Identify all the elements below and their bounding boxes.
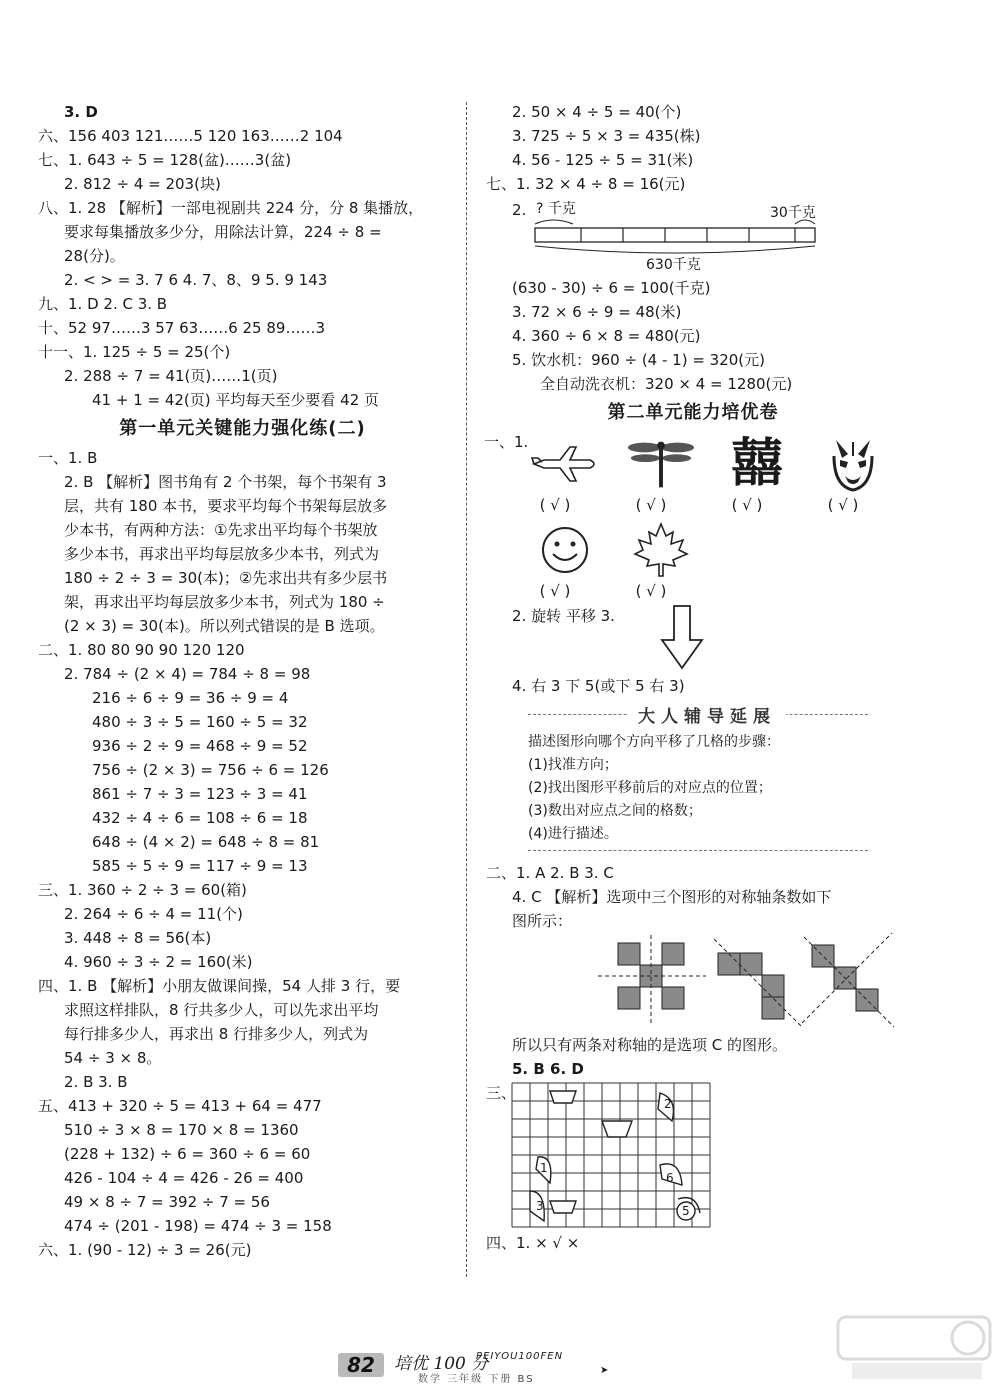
grid-digit: 5 [682, 1204, 690, 1218]
checks-row-1: ( √ ) ( √ ) ( √ ) ( √ ) [539, 496, 859, 514]
answer-line: 2. B 【解析】图书角有 2 个书架，每个书架有 3 [64, 473, 387, 491]
guide-title: 大人辅导延展 [628, 702, 786, 727]
double-happiness-icon: 囍 [730, 434, 783, 494]
answers-part-e [478, 861, 908, 933]
answer-line: 41 + 1 = 42(页) 平均每天至少要看 42 页 [92, 391, 380, 409]
grid-digit: 6 [666, 1171, 674, 1185]
answer-line: 2. 812 ÷ 4 = 203(块) [64, 175, 221, 193]
left-column [30, 100, 455, 1262]
answer-line: 5. 饮水机：960 ÷ (4 - 1) = 320(元) [512, 351, 765, 369]
answer-line: 180 ÷ 2 ÷ 3 = 30(本)；②先求出共有多少层书 [64, 569, 388, 587]
answer-line: 4. 960 ÷ 3 ÷ 2 = 160(米) [64, 953, 253, 971]
segment-diagram: 2. ? 千克 30千克 630千克 [478, 196, 908, 276]
figure-a-icon [598, 933, 708, 1033]
answer-line: (228 + 132) ÷ 6 = 360 ÷ 6 = 60 [64, 1145, 311, 1163]
symmetry-conclusion: 所以只有两条对称轴的是选项 C 的图形。 [512, 1036, 788, 1054]
symmetry-figures [478, 933, 908, 1033]
answer-line: 3. 725 ÷ 5 × 3 = 435(株) [512, 127, 701, 145]
answer-line: 六、156 403 121……5 120 163……2 104 [38, 127, 343, 145]
answer-line: 2. < > = 3. 7 6 4. 7、8、9 5. 9 143 [64, 271, 328, 289]
answer-line: 936 ÷ 2 ÷ 9 = 468 ÷ 9 = 52 [92, 737, 308, 755]
answer-line: (2 × 3) = 30(本)。所以列式错误的是 B 选项。 [64, 617, 385, 635]
airplane-icon [530, 436, 600, 492]
answers-part-a [30, 100, 455, 412]
answer-line: 五、413 + 320 ÷ 5 = 413 + 64 = 477 [38, 1097, 322, 1115]
page-footer [0, 1345, 1000, 1385]
answer-line: 图所示： [512, 912, 573, 930]
q4-answer: 4. 右 3 下 5(或下 5 右 3) [512, 677, 685, 695]
answer-line: 3. 448 ÷ 8 = 56(本) [64, 929, 212, 947]
maple-leaf-icon [626, 522, 696, 578]
book-info: 数学 三年级 下册 BS [418, 1374, 535, 1385]
down-arrow-icon [660, 604, 704, 670]
guide-footer-rule [528, 850, 868, 851]
answer-line: 四、1. B 【解析】小朋友做课间操，54 人排 3 行，要 [38, 977, 401, 995]
answer-line: 六、1. (90 - 12) ÷ 3 = 26(元) [38, 1241, 252, 1259]
answer-line: 426 - 104 ÷ 4 = 426 - 26 = 400 [64, 1169, 304, 1187]
answer-line: 4. 360 ÷ 6 × 8 = 480(元) [512, 327, 701, 345]
guide-box: 描述图形向哪个方向平移了几格的步骤： (1)找准方向； (2)找出图形平移前后的对应点的位置； (3)数出对应点之间的格数； (4)进行描述。 [528, 734, 780, 842]
answer-line: 2. 264 ÷ 6 ÷ 4 = 11(个) [64, 905, 243, 923]
answer-line: 861 ÷ 7 ÷ 3 = 123 ÷ 3 = 41 [92, 785, 308, 803]
answer-line: 十一、1. 125 ÷ 5 = 25(个) [38, 343, 231, 361]
brand-name: 培优 100 分 [394, 1354, 489, 1374]
answer-line: 二、1. A 2. B 3. C [486, 864, 614, 882]
answer-line: 九、1. D 2. C 3. B [38, 295, 168, 313]
q4-section-answer: 四、1. × √ × [486, 1234, 580, 1252]
answer-line: 2. B 3. B [64, 1073, 128, 1091]
answer-line: 480 ÷ 3 ÷ 5 = 160 ÷ 5 = 32 [92, 713, 308, 731]
grid-digit: 3 [536, 1199, 544, 1213]
answer-line: 3. 72 × 6 ÷ 9 = 48(米) [512, 303, 682, 321]
answer-line: 全自动洗衣机：320 × 4 = 1280(元) [540, 375, 793, 393]
answer-line: 54 ÷ 3 × 8。 [64, 1049, 162, 1067]
answers-part-b [30, 446, 455, 1262]
figure-c-icon [802, 933, 902, 1033]
answer-line: 多少本书，再求出平均每层放多少本书，列式为 [64, 545, 380, 563]
column-divider [466, 102, 467, 1277]
page-number: 82 [338, 1353, 384, 1377]
answer-line: 二、1. 80 80 90 90 120 120 [38, 641, 245, 659]
answer-line: 层，共有 180 本书，要求平均每个书架每层放多 [64, 497, 388, 515]
watermark-logo-icon [834, 1313, 994, 1383]
answer-line: 三、1. 360 ÷ 2 ÷ 3 = 60(箱) [38, 881, 247, 899]
answer-line: 七、1. 643 ÷ 5 = 128(盆)……3(盆) [38, 151, 292, 169]
answer-line: 2. 50 × 4 ÷ 5 = 40(个) [512, 103, 682, 121]
answer-line: 216 ÷ 6 ÷ 9 = 36 ÷ 9 = 4 [92, 689, 289, 707]
answer-line: 585 ÷ 5 ÷ 9 = 117 ÷ 9 = 13 [92, 857, 308, 875]
dragonfly-icon [626, 436, 696, 492]
answer-line: 七、1. 32 × 4 ÷ 8 = 16(元) [486, 175, 686, 193]
answer-line: 474 ÷ (201 - 198) = 474 ÷ 3 = 158 [64, 1217, 332, 1235]
q2-q3-row: 2. 旋转 平移 3. [478, 604, 908, 674]
answers-part-c [478, 100, 908, 196]
answer-line: 49 × 8 ÷ 7 = 392 ÷ 7 = 56 [64, 1193, 270, 1211]
answer-line: 一、1. B [38, 449, 98, 467]
answer-line: 510 ÷ 3 × 8 = 170 × 8 = 1360 [64, 1121, 299, 1139]
arrow-icon: ➤ [600, 1365, 609, 1376]
answer-line: 2. 784 ÷ (2 × 4) = 784 ÷ 8 = 98 [64, 665, 311, 683]
opera-mask-icon [818, 436, 888, 492]
answers-part-d [478, 276, 908, 396]
answer-line: 每行排多少人，再求出 8 行排多少人，列式为 [64, 1025, 369, 1043]
answer-line: 少本书，有两种方法：①先求出平均每个书架放 [64, 521, 378, 539]
checks-row-2: ( √ ) ( √ ) [539, 582, 667, 600]
grid-exercise: 三、 2 3 5 1 6 [478, 1081, 908, 1231]
q5-q6-answer: 5. B 6. D [512, 1060, 584, 1078]
diagram-total-label: 630千克 [646, 257, 701, 273]
answer-line: 28(分)。 [64, 247, 125, 265]
section-title-unit2: 第二单元能力培优卷 [607, 402, 779, 423]
answer-line: 648 ÷ (4 × 2) = 648 ÷ 8 = 81 [92, 833, 320, 851]
grid-digit: 2 [664, 1097, 672, 1111]
diagram-right-label: 30千克 [770, 205, 816, 221]
answer-line: 求照这样排队，8 行共多少人，可以先求出平均 [64, 1001, 379, 1019]
diagram-left-label: ? 千克 [536, 201, 576, 217]
answer-line: (630 - 30) ÷ 6 = 100(千克) [512, 279, 711, 297]
answer-line: 3. D [64, 103, 98, 121]
answer-line: 八、1. 28 【解析】一部电视剧共 224 分，分 8 集播放， [38, 199, 424, 217]
answer-line: 十、52 97……3 57 63……6 25 89……3 [38, 319, 325, 337]
brand-name-en: PEIYOU100FEN [476, 1351, 564, 1362]
answer-line: 756 ÷ (2 × 3) = 756 ÷ 6 = 126 [92, 761, 329, 779]
answer-line: 432 ÷ 4 ÷ 6 = 108 ÷ 6 = 18 [92, 809, 308, 827]
symmetry-icons-row-2 [478, 518, 908, 578]
guide-header [528, 707, 868, 727]
grid-digit: 1 [540, 1161, 548, 1175]
answer-line: 要求每集播放多少分，用除法计算，224 ÷ 8 = [64, 223, 382, 241]
symmetry-icons-row-1: 一、1. 囍 [478, 430, 908, 492]
smiley-icon [530, 522, 600, 578]
right-column [478, 100, 908, 1255]
section-title-unit1: 第一单元关键能力强化练(二) [119, 418, 366, 439]
answer-line: 架，再求出平均每层放多少本书，列式为 180 ÷ [64, 593, 385, 611]
answer-line: 4. C 【解析】选项中三个图形的对称轴条数如下 [512, 888, 832, 906]
answer-line: 2. 288 ÷ 7 = 41(页)……1(页) [64, 367, 278, 385]
figure-b-icon [714, 933, 804, 1033]
answer-line: 4. 56 - 125 ÷ 5 = 31(米) [512, 151, 694, 169]
